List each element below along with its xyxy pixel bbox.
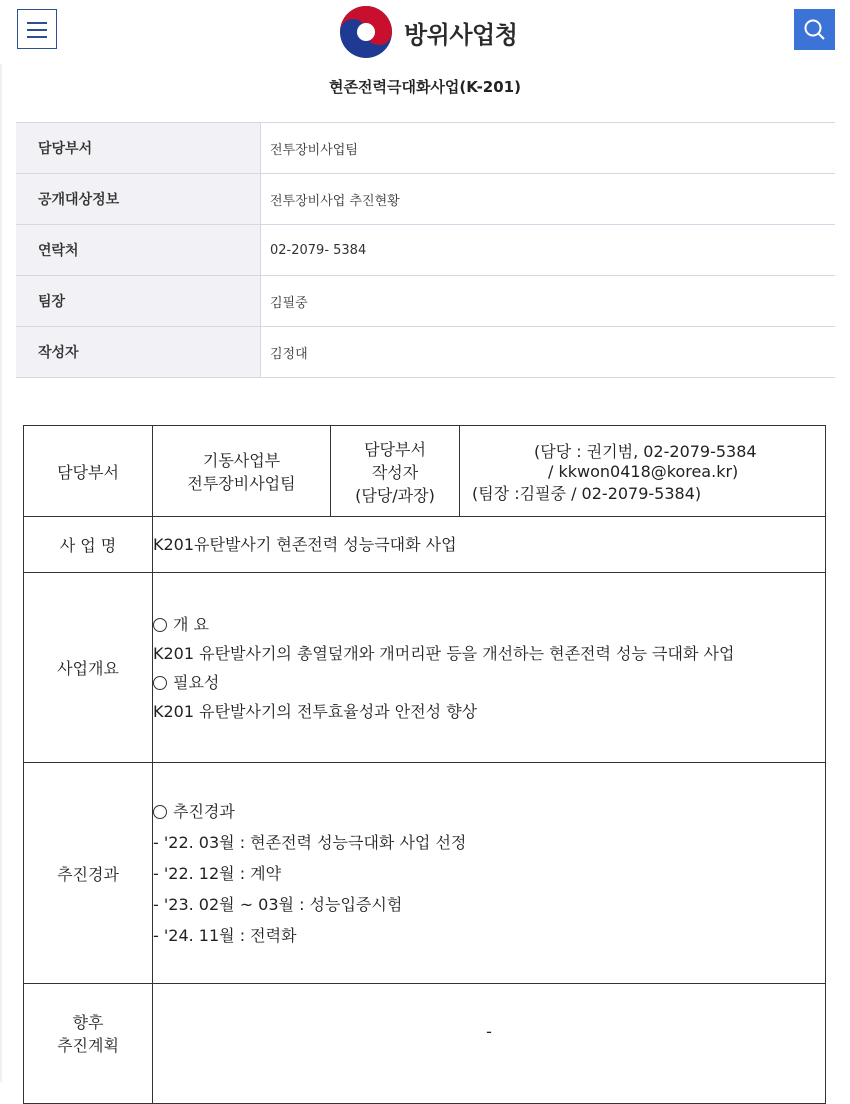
doc-label-dept: 담당부서 — [24, 426, 153, 517]
doc-row-overview — [24, 573, 826, 763]
doc-label-progress: 추진경과 — [24, 763, 153, 984]
contact-line-3: (팀장 :김필중 / 02-2079-5384) — [472, 483, 702, 503]
circle-bullet-icon — [153, 618, 167, 632]
info-label: 공개대상정보 — [16, 174, 261, 224]
doc-row-project — [24, 517, 826, 573]
overview-text-2: K201 유탄발사기의 전투효율성과 안전성 향상 — [153, 701, 478, 721]
top-header — [0, 0, 850, 64]
dept-line-1: 기동사업부 — [202, 451, 281, 470]
doc-plan-value: - — [153, 984, 826, 1104]
menu-icon — [27, 22, 47, 24]
document-table — [23, 425, 826, 1104]
doc-row-dept — [24, 426, 826, 517]
overview-heading-2: 필요성 — [153, 668, 825, 697]
menu-button[interactable] — [17, 9, 57, 49]
page-title: 현존전력극대화사업(K-201) — [329, 78, 521, 96]
doc-label-overview: 사업개요 — [24, 573, 153, 763]
site-logo[interactable] — [338, 4, 517, 60]
info-label: 작성자 — [16, 327, 261, 377]
info-value: 02-2079- 5384 — [270, 242, 367, 258]
doc-project-name: K201유탄발사기 현존전력 성능극대화 사업 — [153, 517, 826, 573]
doc-dept-value — [153, 426, 331, 517]
writer-label-line-2: 작성자 — [371, 462, 419, 482]
plan-label-line-1: 향후 — [72, 1013, 104, 1032]
info-row-dept — [16, 122, 835, 173]
info-row-contact — [16, 224, 835, 275]
info-label: 팀장 — [16, 276, 261, 326]
overview-heading-1: 개 요 — [153, 610, 825, 639]
contact-line-2: / kkwon0418@korea.kr) — [548, 461, 739, 481]
info-row-team-lead — [16, 275, 835, 326]
writer-label-line-3: (담당/과장) — [355, 485, 435, 505]
doc-row-progress — [24, 763, 826, 984]
info-value: 전투장비사업팀 — [270, 142, 358, 158]
progress-item: - '23. 02월 ~ 03월 : 성능입증시험 — [153, 894, 403, 914]
plan-label-line-2: 추진계획 — [57, 1036, 119, 1055]
info-label: 연락처 — [16, 225, 261, 275]
doc-writer-label — [331, 426, 460, 517]
info-value: 전투장비사업 추진현황 — [270, 193, 400, 209]
info-value: 김필중 — [270, 295, 308, 311]
brand-name: 방위사업청 — [404, 20, 518, 49]
doc-label-plan — [24, 984, 153, 1104]
circle-bullet-icon — [153, 805, 167, 819]
taegeuk-emblem-icon — [338, 4, 394, 60]
search-icon — [803, 18, 826, 41]
info-value: 김정대 — [270, 346, 308, 362]
overview-text-1: K201 유탄발사기의 총열덮개와 개머리판 등을 개선하는 현존전력 성능 극대화 사업 — [153, 643, 735, 663]
info-row-public-info — [16, 173, 835, 224]
progress-item: - '24. 11월 : 전력화 — [153, 925, 297, 945]
contact-line-1: (담당 : 권기범, 02-2079-5384 — [534, 441, 757, 461]
dept-line-2: 전투장비사업팀 — [187, 474, 296, 493]
doc-label-project: 사 업 명 — [24, 517, 153, 573]
writer-label-line-1: 담당부서 — [364, 439, 426, 459]
info-row-author — [16, 326, 835, 378]
doc-contact-value — [460, 426, 826, 517]
left-divider — [0, 64, 2, 1082]
doc-progress-body — [153, 763, 826, 984]
doc-row-plan — [24, 984, 826, 1104]
circle-bullet-icon — [153, 676, 167, 690]
info-table — [16, 122, 835, 378]
progress-item: - '22. 03월 : 현존전력 성능극대화 사업 선정 — [153, 832, 467, 852]
progress-heading: 추진경과 — [153, 796, 825, 827]
progress-item: - '22. 12월 : 계약 — [153, 863, 282, 883]
search-button[interactable] — [794, 9, 835, 50]
info-label: 담당부서 — [16, 123, 261, 173]
doc-overview-body — [153, 573, 826, 763]
